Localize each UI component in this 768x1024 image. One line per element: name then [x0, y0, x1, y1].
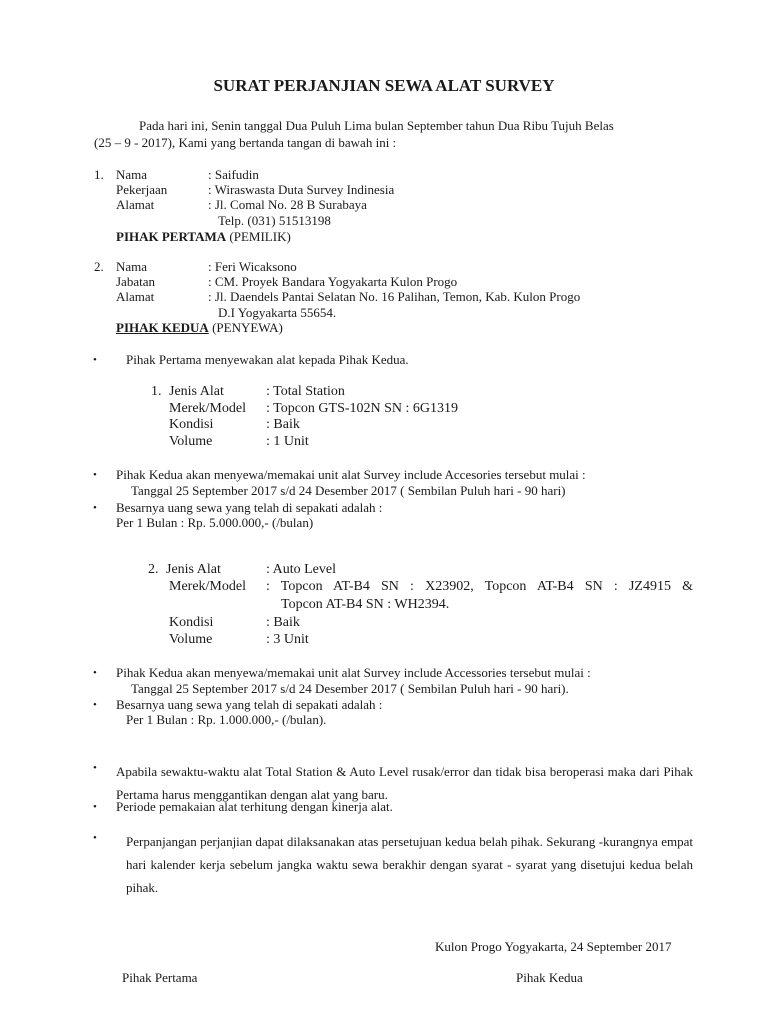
- item-1-model-value: : Topcon GTS-102N SN : 6G1319: [266, 401, 459, 416]
- party-first-role: [116, 229, 291, 244]
- bullet-icon: •: [93, 354, 97, 366]
- item-2-condition-value: : Baik: [266, 615, 300, 630]
- item-2-model-line-2: Topcon AT-B4 SN : WH2394.: [281, 597, 450, 612]
- item-2-condition-label: Kondisi: [169, 615, 214, 630]
- party-first-job-label: Pekerjaan: [116, 182, 168, 197]
- party-first-job-value: : Wiraswasta Duta Survey Indinesia: [208, 182, 395, 197]
- party-second-address-value: : Jl. Daendels Pantai Selatan No. 16 Palihan, Temon, Kab. Kulon Progo: [208, 289, 581, 304]
- bullet-icon: •: [93, 699, 97, 711]
- intro-line-1: Pada hari ini, Senin tanggal Dua Puluh Lima bulan September tahun Dua Ribu Tujuh Belas: [139, 118, 614, 133]
- clause-period: Periode pemakaian alat terhitung dengan kinerja alat.: [116, 799, 393, 814]
- party-second-job-value: : CM. Proyek Bandara Yogyakarta Kulon Progo: [208, 274, 458, 289]
- party-first-name-value: : Saifudin: [208, 167, 259, 182]
- party-second-name-label: Nama: [116, 259, 148, 274]
- party-second-job-label: Jabatan: [116, 274, 155, 289]
- intro-line-2: (25 – 9 - 2017), Kami yang bertanda tangan di bawah ini :: [94, 135, 397, 150]
- item-2-price-value: Per 1 Bulan : Rp. 1.000.000,- (/bulan).: [126, 712, 327, 727]
- item-1-period-dates: Tanggal 25 September 2017 s/d 24 Desember 2017 ( Sembilan Puluh hari - 90 hari): [131, 483, 566, 498]
- party-first-address-label: Alamat: [116, 197, 155, 212]
- party-second-role-note: (PENYEWA): [208, 320, 283, 335]
- item-1-type-value: : Total Station: [266, 384, 345, 399]
- item-1-volume-value: : 1 Unit: [266, 434, 309, 449]
- party-first-phone: Telp. (031) 51513198: [218, 213, 331, 228]
- item-2-period-text: Pihak Kedua akan menyewa/memakai unit alat Survey include Accessories tersebut mulai :: [116, 665, 591, 680]
- item-2-model-value: : Topcon AT-B4 SN : X23902, Topcon AT-B4 SN : JZ4915 &: [266, 579, 693, 594]
- item-2-price-text: Besarnya uang sewa yang telah di sepakati adalah :: [116, 697, 383, 712]
- place-date: Kulon Progo Yogyakarta, 24 September 2017: [435, 939, 672, 954]
- item-1-volume-label: Volume: [169, 434, 213, 449]
- item-1-price-text: Besarnya uang sewa yang telah di sepakati adalah :: [116, 500, 383, 515]
- party-second-role-title: PIHAK KEDUA: [116, 320, 209, 335]
- party-second-number: 2.: [94, 259, 104, 274]
- party-second-address-label: Alamat: [116, 289, 155, 304]
- signature-second-party: Pihak Kedua: [516, 970, 583, 985]
- item-2-model-label: Merek/Model: [169, 579, 246, 594]
- item-2-volume-label: Volume: [169, 632, 213, 647]
- bullet-icon: •: [93, 801, 97, 813]
- item-2-number: 2.: [148, 562, 159, 577]
- party-first-name-label: Nama: [116, 167, 148, 182]
- item-1-type-label: Jenis Alat: [169, 384, 224, 399]
- item-1-model-label: Merek/Model: [169, 401, 246, 416]
- party-second-address-line-2: D.I Yogyakarta 55654.: [218, 305, 337, 320]
- party-second-name-value: : Feri Wicaksono: [208, 259, 297, 274]
- clause-extension: Perpanjangan perjanjian dapat dilaksanakan atas persetujuan kedua belah pihak. Sekurang -kurangnya empat hari kalender kerja sebelum jangka waktu sewa berakhir dengan syarat - syarat yang disetujui kedua belah pihak.: [126, 834, 693, 895]
- party-first-role-title: PIHAK PERTAMA: [116, 229, 227, 244]
- bullet-icon: •: [93, 762, 97, 774]
- party-first-number: 1.: [94, 167, 104, 182]
- item-2-volume-value: : 3 Unit: [266, 632, 309, 647]
- item-1-number: 1.: [151, 384, 162, 399]
- item-1-condition-value: : Baik: [266, 417, 300, 432]
- party-second-role: [116, 320, 283, 335]
- bullet-icon: •: [93, 832, 97, 844]
- bullet-icon: •: [93, 469, 97, 481]
- rent-intro: Pihak Pertama menyewakan alat kepada Pihak Kedua.: [126, 352, 409, 367]
- item-1-condition-label: Kondisi: [169, 417, 214, 432]
- party-first-address-value: : Jl. Comal No. 28 B Surabaya: [208, 197, 367, 212]
- item-2-type-label: Jenis Alat: [166, 562, 221, 577]
- item-1-price-value: Per 1 Bulan : Rp. 5.000.000,- (/bulan): [116, 515, 314, 530]
- signature-first-party: Pihak Pertama: [122, 970, 198, 985]
- item-1-period-text: Pihak Kedua akan menyewa/memakai unit alat Survey include Accesories tersebut mulai :: [116, 467, 586, 482]
- item-2-type-value: : Auto Level: [266, 562, 336, 577]
- document-title: SURAT PERJANJIAN SEWA ALAT SURVEY: [213, 76, 555, 95]
- party-first-role-note: (PEMILIK): [226, 229, 291, 244]
- clause-damage: Apabila sewaktu-waktu alat Total Station & Auto Level rusak/error dan tidak bisa beroperasi maka dari Pihak Pertama harus menggantikan dengan alat yang baru.: [116, 764, 693, 802]
- bullet-icon: •: [93, 667, 97, 679]
- item-2-period-dates: Tanggal 25 September 2017 s/d 24 Desember 2017 ( Sembilan Puluh hari - 90 hari).: [131, 681, 569, 696]
- bullet-icon: •: [93, 502, 97, 514]
